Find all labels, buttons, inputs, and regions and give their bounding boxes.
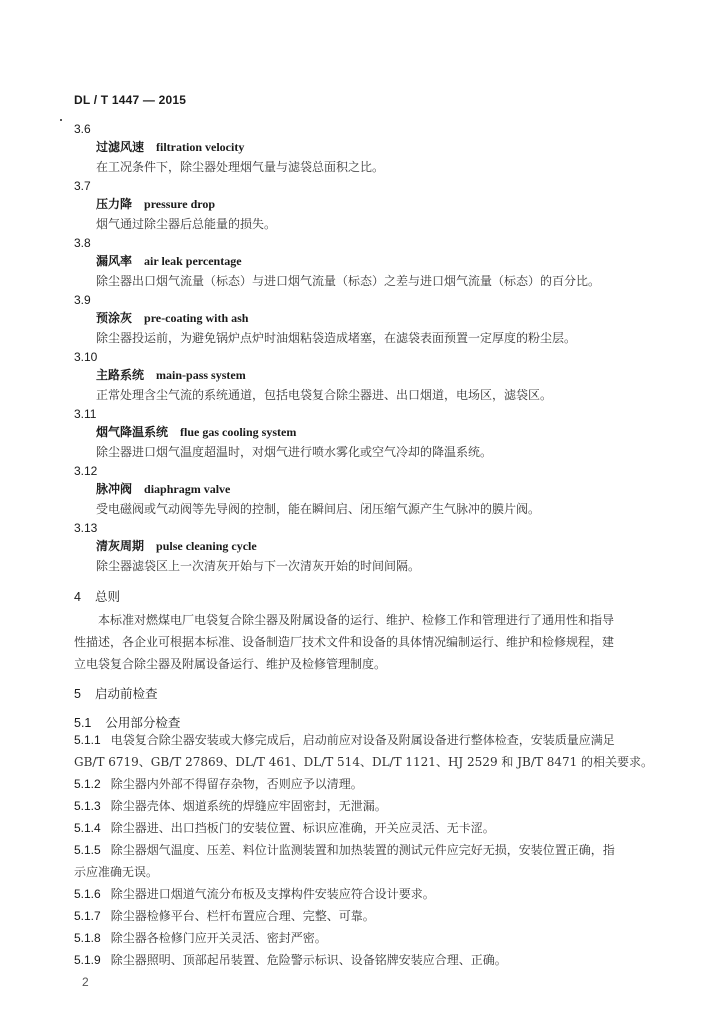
section-4-heading	[74, 587, 120, 605]
term-zh: 清灰周期	[96, 539, 145, 553]
clause-5-1-3	[74, 795, 674, 817]
term-definition: 除尘器投运前，为避免锅炉点炉时油烟粘袋造成堵塞，在滤袋表面预置一定厚度的粉尘层。	[96, 331, 577, 345]
paragraph-line: 立电袋复合除尘器及附属设备运行、维护及检修管理制度。	[74, 657, 387, 671]
term-number: 3.10	[74, 350, 98, 364]
section-title: 总则	[94, 589, 120, 604]
clause-5-1-7	[74, 905, 674, 927]
clause-text: 除尘器进、出口挡板门的安装位置、标识应准确，开关应灵活、无卡涩。	[110, 821, 495, 835]
clause-5-1-1	[74, 729, 674, 773]
term-en: air leak percentage	[144, 254, 242, 268]
clause-text: 除尘器检修平台、栏杆布置应合理、完整、可靠。	[110, 909, 375, 923]
definition-3-12	[74, 462, 674, 519]
term-number: 3.6	[74, 122, 91, 136]
clause-number: 5.1.4	[74, 821, 101, 835]
section-4-paragraph	[74, 609, 674, 675]
section-title: 启动前检查	[94, 686, 158, 701]
clause-number: 5.1.2	[74, 777, 101, 791]
clause-number: 5.1.1	[74, 733, 101, 747]
term-number: 3.9	[74, 293, 91, 307]
clause-text: 除尘器进口烟道气流分布板及支撑构件安装应符合设计要求。	[110, 887, 435, 901]
clause-5-1-6	[74, 883, 674, 905]
clause-5-1-4	[74, 817, 674, 839]
term-title	[96, 423, 674, 442]
clause-number: 5.1.3	[74, 799, 101, 813]
term-en: filtration velocity	[156, 140, 245, 154]
clause-text: 除尘器内外部不得留存杂物，否则应予以清理。	[110, 777, 363, 791]
page-number: 2	[82, 975, 89, 989]
term-zh: 脉冲阀	[96, 482, 133, 496]
term-zh: 预涂灰	[96, 311, 133, 325]
term-en: pre-coating with ash	[144, 311, 249, 325]
standard-header: DL / T 1447 — 2015	[74, 93, 187, 107]
section-number: 5	[74, 687, 81, 701]
term-number: 3.13	[74, 521, 98, 535]
clause-text: 除尘器各检修门应开关灵活、密封严密。	[110, 931, 327, 945]
term-en: diaphragm valve	[144, 482, 231, 496]
definition-3-10	[74, 348, 674, 405]
section-title: 公用部分检查	[105, 715, 181, 730]
section-number: 4	[74, 590, 81, 604]
term-zh: 烟气降温系统	[96, 425, 169, 439]
term-title	[96, 195, 674, 214]
clause-text: 电袋复合除尘器安装或大修完成后，启动前应对设备及附属设备进行整体检查，安装质量应满足	[110, 733, 615, 747]
clause-text: 除尘器壳体、烟道系统的焊缝应牢固密封，无泄漏。	[110, 799, 387, 813]
term-title	[96, 138, 674, 157]
definition-3-9	[74, 291, 674, 348]
section-5-heading	[74, 684, 157, 702]
definition-3-7	[74, 177, 674, 234]
definition-3-6	[74, 120, 674, 177]
clause-number: 5.1.7	[74, 909, 101, 923]
clause-text: 除尘器烟气温度、压差、料位计监测装置和加热装置的测试元件应完好无损，安装位置正确，指	[110, 843, 615, 857]
term-title	[96, 537, 674, 556]
clause-text: 除尘器照明、顶部起吊装置、危险警示标识、设备铭牌安装应合理、正确。	[110, 953, 507, 967]
section-number: 5.1	[74, 716, 92, 730]
clause-text: GB/T 6719、GB/T 27869、DL/T 461、DL/T 514、DL/T 1121、HJ 2529 和 JB/T 8471 的相关要求。	[74, 755, 654, 769]
paragraph-line: 本标准对燃煤电厂电袋复合除尘器及附属设备的运行、维护、检修工作和管理进行了通用性和指导	[98, 613, 615, 627]
term-en: pressure drop	[144, 197, 216, 211]
term-definition: 在工况条件下，除尘器处理烟气量与滤袋总面积之比。	[96, 160, 385, 174]
term-title	[96, 480, 674, 499]
term-definition: 烟气通过除尘器后总能量的损失。	[96, 217, 277, 231]
term-definition: 正常处理含尘气流的系统通道，包括电袋复合除尘器进、出口烟道，电场区，滤袋区。	[96, 388, 553, 402]
paragraph-line: 性描述，各企业可根据本标准、设备制造厂技术文件和设备的具体情况编制运行、维护和检修规程，建	[74, 635, 615, 649]
clause-5-1-2	[74, 773, 674, 795]
term-title	[96, 309, 674, 328]
definitions-list	[74, 120, 674, 576]
clause-number: 5.1.6	[74, 887, 101, 901]
term-number: 3.12	[74, 464, 98, 478]
term-zh: 主路系统	[96, 368, 145, 382]
term-title	[96, 366, 674, 385]
definition-3-8	[74, 234, 674, 291]
term-definition: 除尘器出口烟气流量（标态）与进口烟气流量（标态）之差与进口烟气流量（标态）的百分比。	[96, 274, 601, 288]
clause-number: 5.1.5	[74, 843, 101, 857]
term-number: 3.8	[74, 236, 91, 250]
term-zh: 压力降	[96, 197, 133, 211]
term-zh: 漏风率	[96, 254, 133, 268]
clause-number: 5.1.8	[74, 931, 101, 945]
term-en: pulse cleaning cycle	[156, 539, 257, 553]
term-en: main-pass system	[156, 368, 246, 382]
term-en: flue gas cooling system	[180, 425, 297, 439]
definition-3-13	[74, 519, 674, 576]
term-title	[96, 252, 674, 271]
clause-number: 5.1.9	[74, 953, 101, 967]
definition-3-11	[74, 405, 674, 462]
term-definition: 除尘器滤袋区上一次清灰开始与下一次清灰开始的时间间隔。	[96, 559, 421, 573]
term-definition: 除尘器进口烟气温度超温时，对烟气进行喷水雾化或空气冷却的降温系统。	[96, 445, 493, 459]
term-zh: 过滤风速	[96, 140, 145, 154]
term-number: 3.7	[74, 179, 91, 193]
clause-5-1-9	[74, 949, 674, 971]
clause-5-1-5	[74, 839, 674, 883]
term-definition: 受电磁阀或气动阀等先导阀的控制，能在瞬间启、闭压缩气源产生气脉冲的膜片阀。	[96, 502, 541, 516]
margin-mark	[60, 119, 62, 121]
clause-text: 示应准确无误。	[74, 865, 159, 879]
clause-5-1-8	[74, 927, 674, 949]
term-number: 3.11	[74, 407, 97, 421]
